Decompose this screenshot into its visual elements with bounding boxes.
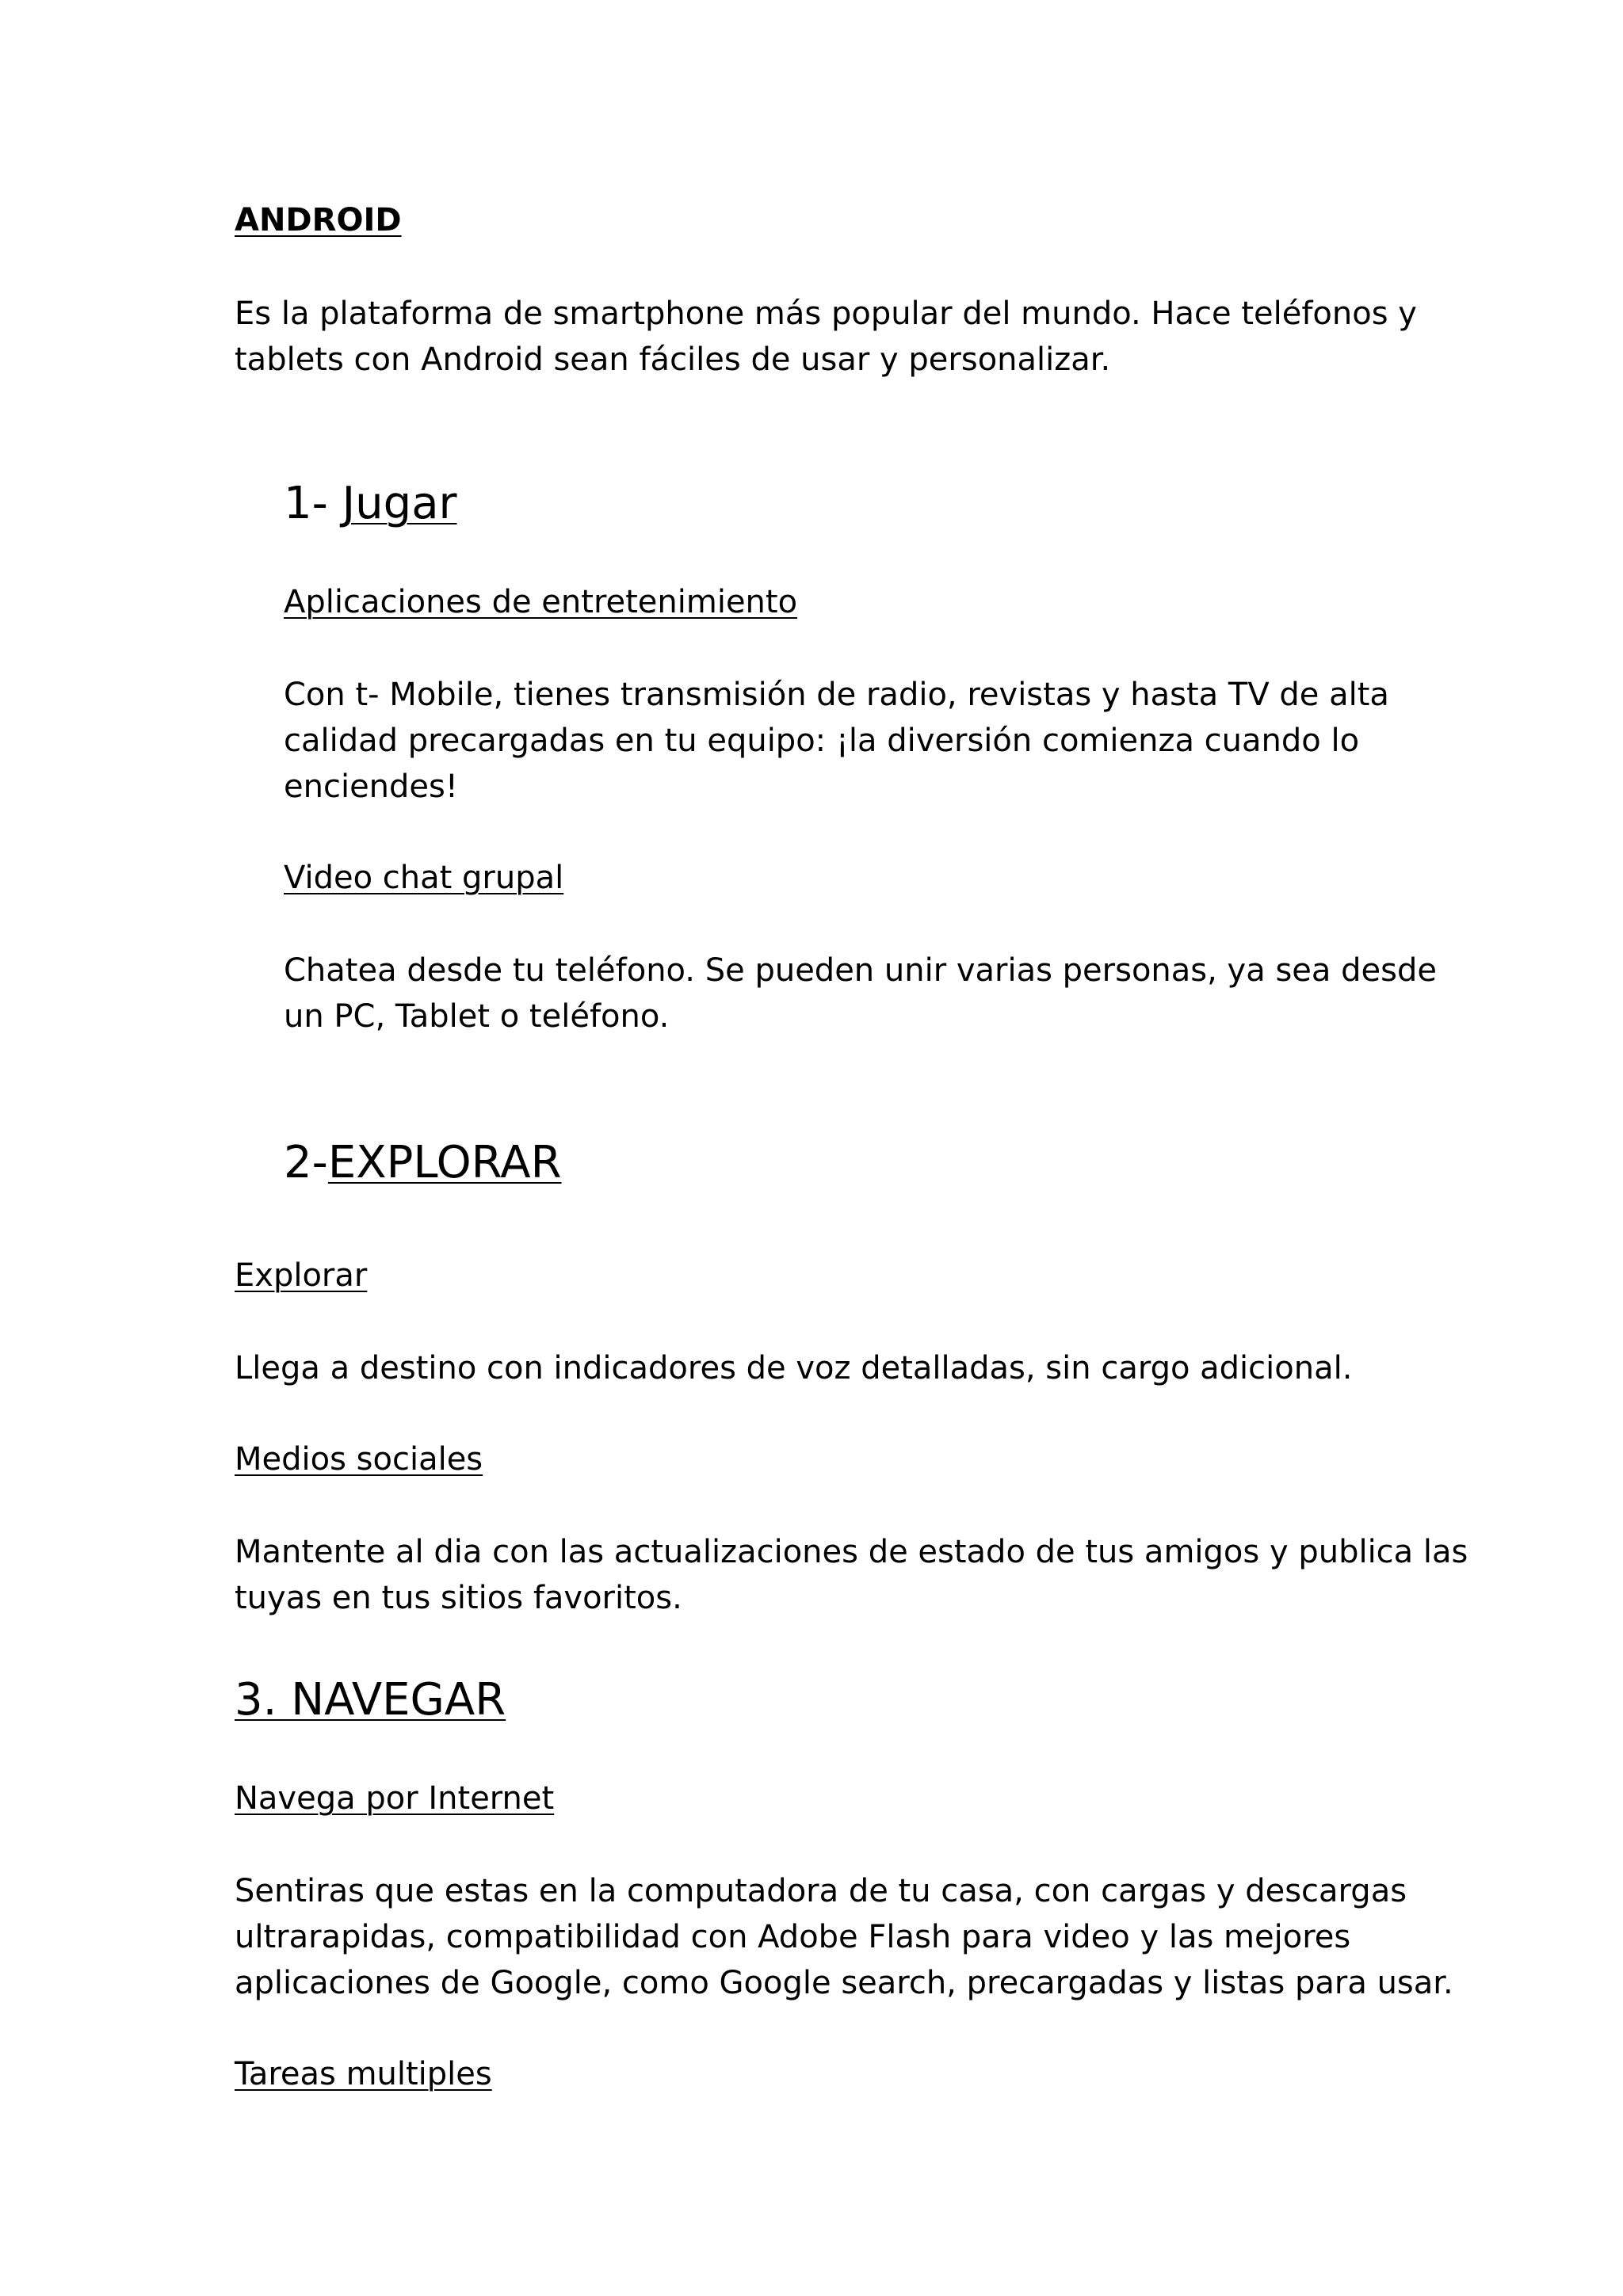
intro-line: tablets con Android sean fáciles de usar y personalizar. [235,341,1111,378]
intro-paragraph [235,291,1417,383]
subsection-title-explorar: Explorar [235,1257,368,1294]
paragraph-line: Llega a destino con indicadores de voz detalladas, sin cargo adicional. [235,1350,1353,1386]
paragraph-line: tuyas en tus sitios favoritos. [235,1580,682,1616]
subsection-title-medios-sociales: Medios sociales [235,1441,483,1478]
paragraph-line: un PC, Tablet o teléfono. [284,998,670,1035]
paragraph-line: Mantente al dia con las actualizaciones de estado de tus amigos y publica las [235,1534,1468,1570]
section-heading-explorar [284,1137,562,1188]
paragraph-line: Chatea desde tu teléfono. Se pueden unir varias personas, ya sea desde [284,952,1437,989]
section-number: 1- [284,478,342,529]
paragraph-line: enciendes! [284,769,458,805]
section-heading-jugar [284,478,457,529]
paragraph-line: Con t- Mobile, tienes transmisión de radio, revistas y hasta TV de alta [284,677,1389,713]
paragraph-explorar [235,1345,1352,1391]
paragraph-line: calidad precargadas en tu equipo: ¡la diversión comienza cuando lo [284,723,1360,759]
paragraph-line: aplicaciones de Google, como Google search, precargadas y listas para usar. [235,1965,1453,2001]
paragraph-medios-sociales [235,1529,1468,1621]
section-title: Jugar [342,478,457,529]
paragraph-line: ultrarapidas, compatibilidad con Adobe Flash para video y las mejores [235,1919,1351,1955]
subsection-title-video-chat: Video chat grupal [284,860,564,896]
paragraph-line: Sentiras que estas en la computadora de tu casa, con cargas y descargas [235,1873,1407,1909]
section-heading-navegar: 3. NAVEGAR [235,1674,506,1726]
section-title: EXPLORAR [327,1137,562,1188]
paragraph-navega-internet [235,1868,1453,2006]
paragraph-video-chat [284,948,1437,1039]
section-number: 2- [284,1137,328,1188]
document-title: ANDROID [235,202,402,238]
subsection-title-entretenimiento: Aplicaciones de entretenimiento [284,584,798,620]
subsection-title-tareas-multiples: Tareas multiples [235,2056,492,2092]
intro-line: Es la plataforma de smartphone más popular del mundo. Hace teléfonos y [235,296,1417,332]
subsection-title-navega-internet: Navega por Internet [235,1780,555,1817]
paragraph-entretenimiento [284,672,1389,810]
